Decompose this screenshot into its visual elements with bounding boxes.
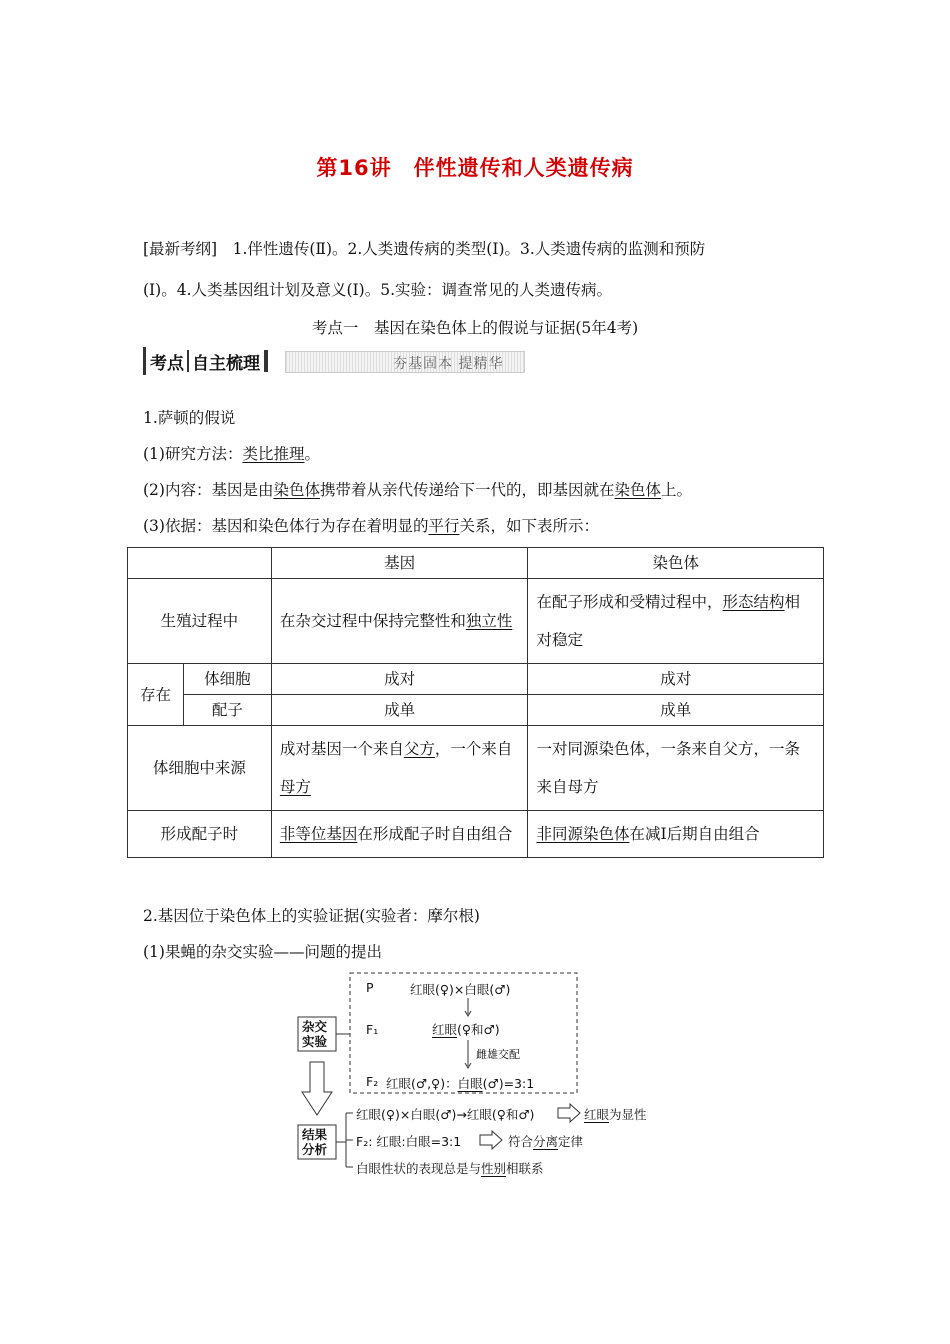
cell-answer: 非等位基因 bbox=[279, 825, 358, 843]
cell-gene: 成对 bbox=[271, 664, 528, 695]
section-banner bbox=[143, 347, 525, 375]
table-row bbox=[128, 695, 824, 726]
cross-diagram bbox=[290, 970, 670, 1185]
analysis-1-text: 为显性 bbox=[609, 1107, 647, 1122]
basis-text: (3)依据：基因和染色体行为存在着明显的 bbox=[143, 517, 429, 535]
analysis-2: F₂: 红眼:白眼=3:1 bbox=[356, 1134, 462, 1149]
analysis-2-end: 定律 bbox=[558, 1134, 584, 1149]
cell-text: 相对稳定 bbox=[536, 593, 800, 649]
table-row bbox=[128, 811, 824, 858]
cell-gene bbox=[271, 811, 528, 858]
morgan-heading: 2.基因位于染色体上的实验证据(实验者：摩尔根) bbox=[143, 907, 480, 925]
sub-label-gamete: 配子 bbox=[183, 695, 271, 726]
cell-text: 在形成配子时自由组合 bbox=[357, 825, 513, 843]
cell-text: ，一个来自 bbox=[434, 740, 513, 758]
content-end: 上。 bbox=[661, 481, 693, 499]
sub-label-somatic: 体细胞 bbox=[183, 664, 271, 695]
comparison-table bbox=[127, 547, 824, 858]
analysis-3-end: 相联系 bbox=[506, 1161, 544, 1176]
cell-text: 成对基因一个来自 bbox=[279, 740, 404, 758]
f1-label: F₁ bbox=[366, 1022, 379, 1037]
f2-result bbox=[386, 1074, 534, 1092]
banner-label bbox=[143, 347, 268, 375]
content-answer-2: 染色体 bbox=[614, 481, 662, 499]
header-chromosome: 染色体 bbox=[528, 548, 824, 579]
row-label: 形成配子时 bbox=[128, 811, 272, 858]
f2-text: 红眼(♂,♀)： bbox=[386, 1076, 458, 1091]
content-answer-1: 染色体 bbox=[273, 481, 320, 499]
morgan-sub: (1)果蝇的杂交实验——问题的提出 bbox=[143, 943, 382, 961]
table-row bbox=[128, 726, 824, 811]
cell-text: 在减Ⅰ后期自由组合 bbox=[629, 825, 760, 843]
table-header-row bbox=[128, 548, 824, 579]
banner-label-1: 考点 bbox=[150, 353, 184, 374]
cell-chromosome: 成对 bbox=[528, 664, 824, 695]
box-result-analysis: 结果 分析 bbox=[302, 1127, 328, 1157]
basis-end: 关系，如下表所示： bbox=[459, 517, 599, 535]
row-label: 体细胞中来源 bbox=[128, 726, 272, 811]
cell-chromosome bbox=[528, 579, 824, 664]
f1-result bbox=[432, 1020, 500, 1038]
cell-answer: 非同源染色体 bbox=[536, 825, 630, 843]
p-cross: 红眼(♀)×白眼(♂) bbox=[410, 982, 511, 997]
cell-gene: 成单 bbox=[271, 695, 528, 726]
banner-slogan: 夯基固本 提精华 bbox=[393, 356, 504, 372]
cell-answer: 母方 bbox=[279, 778, 311, 796]
f2-label: F₂ bbox=[366, 1074, 379, 1089]
section-heading: 考点一 基因在染色体上的假说与证据(5年4考) bbox=[311, 319, 639, 337]
box-cross-experiment: 杂交 实验 bbox=[302, 1019, 328, 1049]
outline-line-1: [最新考纲] 1.伴性遗传(Ⅱ)。2.人类遗传病的类型(Ⅰ)。3.人类遗传病的监测和预防 bbox=[143, 240, 706, 258]
row-label: 生殖过程中 bbox=[128, 579, 272, 664]
table-row bbox=[128, 664, 824, 695]
mating-label: 雌雄交配 bbox=[476, 1048, 520, 1061]
cell-text: 在杂交过程中保持完整性和 bbox=[279, 612, 466, 630]
cell-chromosome: 成单 bbox=[528, 695, 824, 726]
analysis-1-conclusion bbox=[584, 1105, 647, 1123]
cell-gene bbox=[271, 726, 528, 811]
table-corner bbox=[128, 548, 272, 579]
cell-text: 在配子形成和受精过程中， bbox=[536, 593, 723, 611]
cell-chromosome bbox=[528, 811, 824, 858]
f1-answer: 红眼 bbox=[432, 1022, 458, 1037]
cell-answer: 父方 bbox=[403, 740, 435, 758]
banner-label-2: 自主梳理 bbox=[192, 353, 260, 374]
cell-answer: 独立性 bbox=[465, 612, 513, 630]
f2-answer: 白眼 bbox=[457, 1076, 483, 1091]
outline-line-2: (Ⅰ)。4.人类基因组计划及意义(Ⅰ)。5.实验：调查常见的人类遗传病。 bbox=[143, 281, 613, 299]
sutton-method bbox=[143, 442, 320, 464]
content-text: (2)内容：基因是由 bbox=[143, 481, 274, 499]
analysis-1: 红眼(♀)×白眼(♂)→红眼(♀和♂) bbox=[356, 1107, 535, 1122]
sutton-content bbox=[143, 478, 692, 500]
banner-bar bbox=[264, 350, 268, 372]
analysis-3 bbox=[356, 1159, 544, 1177]
analysis-1-answer: 红眼 bbox=[584, 1107, 610, 1122]
banner-separator bbox=[187, 350, 189, 372]
analysis-2-text: 符合 bbox=[508, 1134, 534, 1149]
cell-gene bbox=[271, 579, 528, 664]
f2-ratio: (♂)=3:1 bbox=[482, 1076, 535, 1091]
p-label: P bbox=[366, 980, 374, 995]
basis-answer: 平行 bbox=[428, 517, 460, 535]
analysis-2-answer: 分离 bbox=[533, 1134, 559, 1149]
method-answer: 类比推理 bbox=[242, 445, 305, 463]
cell-answer: 形态结构 bbox=[722, 593, 785, 611]
content-mid: 携带着从亲代传递给下一代的，即基因就在 bbox=[319, 481, 615, 499]
analysis-3-answer: 性别 bbox=[481, 1161, 507, 1176]
method-text: (1)研究方法： bbox=[143, 445, 243, 463]
cell-chromosome: 一对同源染色体，一条来自父方，一条来自母方 bbox=[528, 726, 824, 811]
sutton-basis bbox=[143, 514, 599, 536]
header-gene: 基因 bbox=[271, 548, 528, 579]
table-row bbox=[128, 579, 824, 664]
sutton-heading: 1.萨顿的假说 bbox=[143, 409, 236, 427]
page-title: 第16讲 伴性遗传和人类遗传病 bbox=[316, 156, 634, 180]
row-label-exist: 存在 bbox=[128, 664, 184, 726]
method-end: 。 bbox=[304, 445, 320, 463]
analysis-2-conclusion bbox=[508, 1132, 583, 1150]
f1-text: (♀和♂) bbox=[457, 1022, 500, 1037]
analysis-3-text: 白眼性状的表现总是与 bbox=[356, 1161, 482, 1176]
